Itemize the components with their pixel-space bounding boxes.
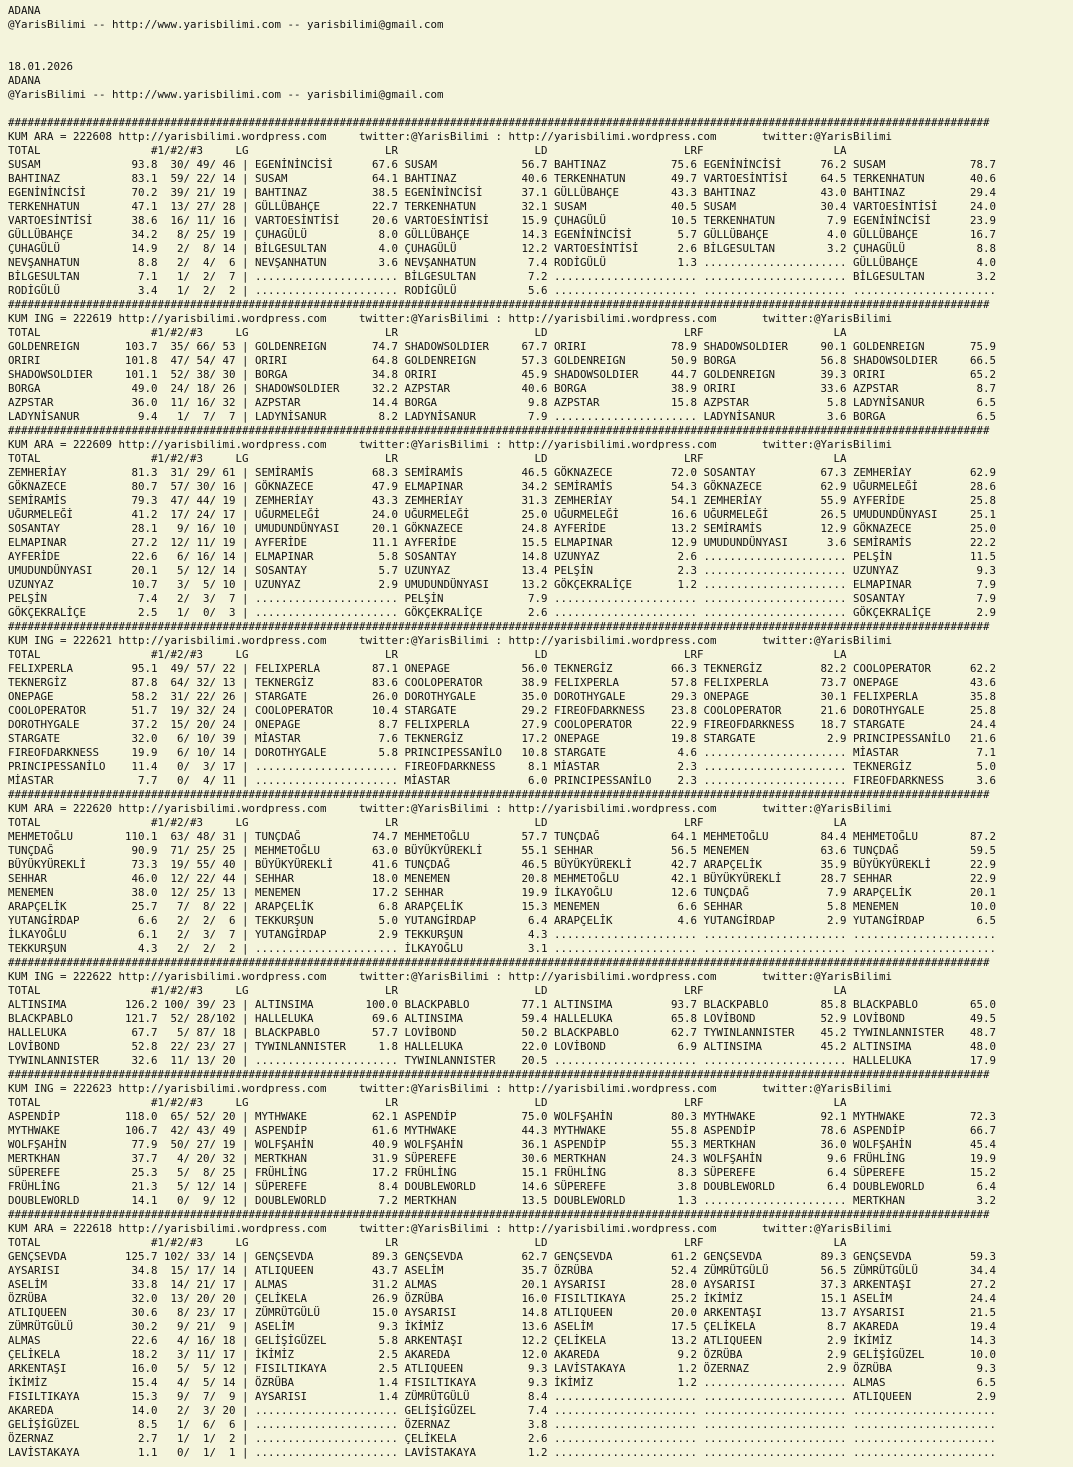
result-row: SEHHAR 46.0 12/ 22/ 44 | SEHHAR 18.0 MENEMEN 20.8 MEHMETOĞLU 42.1 BÜYÜKYÜREKLİ 28.7 SEHHAR 22.9: [8, 872, 997, 885]
result-row: HALLELUKA 67.7 5/ 87/ 18 | BLACKPABLO 57.7 LOVİBOND 50.2 BLACKPABLO 62.7 TYWINLANNISTER 45.2 TYWINLANNISTER 48.7: [8, 1026, 997, 1039]
header-date: 18.01.2026: [8, 60, 74, 73]
result-row: GELİŞİGÜZEL 8.5 1/ 6/ 6 | ...................... ÖZERNAZ 3.8 ...................... ...................... ......................: [8, 1418, 997, 1431]
section-title: KUM ING = 222622 http://yarisbilimi.wordpress.com twitter:@YarisBilimi : http://yarisbilimi.wordpress.com twitter:@YarisBilimi: [8, 970, 893, 983]
result-row: BORGA 49.0 24/ 18/ 26 | SHADOWSOLDIER 32.2 AZPSTAR 40.6 BORGA 38.9 ORIRI 33.6 AZPSTAR 8.7: [8, 382, 997, 395]
result-row: ZÜMRÜTGÜLÜ 30.2 9/ 21/ 9 | ASELİM 9.3 İKİMİZ 13.6 ASELİM 17.5 ÇELİKELA 8.7 AKAREDA 19.4: [8, 1320, 997, 1333]
result-row: UZUNYAZ 10.7 3/ 5/ 10 | UZUNYAZ 2.9 UMUDUNDÜNYASI 13.2 GÖKÇEKRALİÇE 1.2 ...................... ELMAPINAR 7.9: [8, 578, 997, 591]
section-title: KUM ARA = 222609 http://yarisbilimi.wordpress.com twitter:@YarisBilimi : http://yarisbilimi.wordpress.com twitter:@YarisBilimi: [8, 438, 893, 451]
columns-header: TOTAL #1/#2/#3 LG LR LD LRF LA: [8, 816, 847, 829]
result-row: MENEMEN 38.0 12/ 25/ 13 | MENEMEN 17.2 SEHHAR 19.9 İLKAYOĞLU 12.6 TUNÇDAĞ 7.9 ARAPÇELİK 20.1: [8, 886, 997, 899]
result-row: GÜLLÜBAHÇE 34.2 8/ 25/ 19 | ÇUHAGÜLÜ 8.0 GÜLLÜBAHÇE 14.3 EGENİNİNCİSİ 5.7 GÜLLÜBAHÇE 4.0 GÜLLÜBAHÇE 16.7: [8, 228, 997, 241]
result-row: AZPSTAR 36.0 11/ 16/ 32 | AZPSTAR 14.4 BORGA 9.8 AZPSTAR 15.8 AZPSTAR 5.8 LADYNİSANUR 6.5: [8, 396, 997, 409]
separator-line: #######################################################################################################################################################: [8, 788, 990, 801]
result-row: GÖKÇEKRALİÇE 2.5 1/ 0/ 3 | ...................... GÖKÇEKRALİÇE 2.6 ...................... ...................... GÖKÇEKRALİÇE 2.9: [8, 606, 997, 619]
result-row: BÜYÜKYÜREKLİ 73.3 19/ 55/ 40 | BÜYÜKYÜREKLİ 41.6 TUNÇDAĞ 46.5 BÜYÜKYÜREKLİ 42.7 ARAPÇELİK 35.9 BÜYÜKYÜREKLİ 22.9: [8, 858, 997, 871]
blank-line: [8, 102, 1073, 116]
result-row: ATLIQUEEN 30.6 8/ 23/ 17 | ZÜMRÜTGÜLÜ 15.0 AYSARISI 14.8 ATLIQUEEN 20.0 ARKENTAŞI 13.7 AYSARISI 21.5: [8, 1306, 997, 1319]
result-row: ARAPÇELİK 25.7 7/ 8/ 22 | ARAPÇELİK 6.8 ARAPÇELİK 15.3 MENEMEN 6.6 SEHHAR 5.8 MENEMEN 10.0: [8, 900, 997, 913]
result-row: BİLGESULTAN 7.1 1/ 2/ 7 | ...................... BİLGESULTAN 7.2 ...................... ...................... BİLGESULTAN 3.2: [8, 270, 997, 283]
result-row: SHADOWSOLDIER 101.1 52/ 38/ 30 | BORGA 34.8 ORIRI 45.9 SHADOWSOLDIER 44.7 GOLDENREIGN 39.3 ORIRI 65.2: [8, 368, 997, 381]
result-row: SUSAM 93.8 30/ 49/ 46 | EGENİNİNCİSİ 67.6 SUSAM 56.7 BAHTINAZ 75.6 EGENİNİNCİSİ 76.2 SUSAM 78.7: [8, 158, 997, 171]
header-city-2: ADANA: [8, 74, 41, 87]
columns-header: TOTAL #1/#2/#3 LG LR LD LRF LA: [8, 1236, 847, 1249]
result-row: FELIXPERLA 95.1 49/ 57/ 22 | FELIXPERLA 87.1 ONEPAGE 56.0 TEKNERGİZ 66.3 TEKNERGİZ 82.2 COOLOPERATOR 62.2: [8, 662, 997, 675]
result-row: AKAREDA 14.0 2/ 3/ 20 | ...................... GELİŞİGÜZEL 7.4 ...................... ...................... ......................: [8, 1404, 997, 1417]
section-title: KUM ARA = 222620 http://yarisbilimi.wordpress.com twitter:@YarisBilimi : http://yarisbilimi.wordpress.com twitter:@YarisBilimi: [8, 802, 893, 815]
result-row: UMUDUNDÜNYASI 20.1 5/ 12/ 14 | SOSANTAY 5.7 UZUNYAZ 13.4 PELŞİN 2.3 ...................... UZUNYAZ 9.3: [8, 564, 997, 577]
separator-line: #######################################################################################################################################################: [8, 298, 990, 311]
result-row: ELMAPINAR 27.2 12/ 11/ 19 | AYFERİDE 11.1 AYFERİDE 15.5 ELMAPINAR 12.9 UMUDUNDÜNYASI 3.6 SEMİRAMİS 22.2: [8, 536, 997, 549]
separator-line: #######################################################################################################################################################: [8, 424, 990, 437]
result-row: WOLFŞAHİN 77.9 50/ 27/ 19 | WOLFŞAHİN 40.9 WOLFŞAHİN 36.1 ASPENDİP 55.3 MERTKHAN 36.0 WOLFŞAHİN 45.4: [8, 1138, 997, 1151]
result-row: LOVİBOND 52.8 22/ 23/ 27 | TYWINLANNISTER 1.8 HALLELUKA 22.0 LOVİBOND 6.9 ALTINSIMA 45.2 ALTINSIMA 48.0: [8, 1040, 997, 1053]
columns-header: TOTAL #1/#2/#3 LG LR LD LRF LA: [8, 326, 847, 339]
result-row: GÖKNAZECE 80.7 57/ 30/ 16 | GÖKNAZECE 47.9 ELMAPINAR 34.2 SEMİRAMİS 54.3 GÖKNAZECE 62.9 UĞURMELEĞİ 28.6: [8, 480, 997, 493]
section-title: KUM ARA = 222618 http://yarisbilimi.wordpress.com twitter:@YarisBilimi : http://yarisbilimi.wordpress.com twitter:@YarisBilimi: [8, 1222, 893, 1235]
result-row: VARTOESİNTİSİ 38.6 16/ 11/ 16 | VARTOESİNTİSİ 20.6 VARTOESİNTİSİ 15.9 ÇUHAGÜLÜ 10.5 TERKENHATUN 7.9 EGENİNİNCİSİ 23.9: [8, 214, 997, 227]
result-row: MYTHWAKE 106.7 42/ 43/ 49 | ASPENDİP 61.6 MYTHWAKE 44.3 MYTHWAKE 55.8 ASPENDİP 78.6 ASPENDİP 66.7: [8, 1124, 997, 1137]
result-row: COOLOPERATOR 51.7 19/ 32/ 24 | COOLOPERATOR 10.4 STARGATE 29.2 FIREOFDARKNESS 23.8 COOLOPERATOR 21.6 DOROTHYGALE 25.8: [8, 704, 997, 717]
result-row: ÇELİKELA 18.2 3/ 11/ 17 | İKİMİZ 2.5 AKAREDA 12.0 AKAREDA 9.2 ÖZRÜBA 2.9 GELİŞİGÜZEL 10.0: [8, 1348, 997, 1361]
result-row: BLACKPABLO 121.7 52/ 28/102 | HALLELUKA 69.6 ALTINSIMA 59.4 HALLELUKA 65.8 LOVİBOND 52.9 LOVİBOND 49.5: [8, 1012, 997, 1025]
result-row: TYWINLANNISTER 32.6 11/ 13/ 20 | ...................... TYWINLANNISTER 20.5 ...................... ...................... HALLELUKA 17.9: [8, 1054, 997, 1067]
columns-header: TOTAL #1/#2/#3 LG LR LD LRF LA: [8, 984, 847, 997]
result-row: FIREOFDARKNESS 19.9 6/ 10/ 14 | DOROTHYGALE 5.8 PRINCIPESSANİLO 10.8 STARGATE 4.6 ...................... MİASTAR 7.1: [8, 746, 997, 759]
result-row: ÇUHAGÜLÜ 14.9 2/ 8/ 14 | BİLGESULTAN 4.0 ÇUHAGÜLÜ 12.2 VARTOESİNTİSİ 2.6 BİLGESULTAN 3.2 ÇUHAGÜLÜ 8.8: [8, 242, 997, 255]
result-row: GOLDENREIGN 103.7 35/ 66/ 53 | GOLDENREIGN 74.7 SHADOWSOLDIER 67.7 ORIRI 78.9 SHADOWSOLDIER 90.1 GOLDENREIGN 75.9: [8, 340, 997, 353]
separator-line: #######################################################################################################################################################: [8, 116, 990, 129]
result-row: RODİGÜLÜ 3.4 1/ 2/ 2 | ...................... RODİGÜLÜ 5.6 ...................... ...................... ......................: [8, 284, 997, 297]
result-row: ZEMHERİAY 81.3 31/ 29/ 61 | SEMİRAMİS 68.3 SEMİRAMİS 46.5 GÖKNAZECE 72.0 SOSANTAY 67.3 ZEMHERİAY 62.9: [8, 466, 997, 479]
result-row: NEVŞANHATUN 8.8 2/ 4/ 6 | NEVŞANHATUN 3.6 NEVŞANHATUN 7.4 RODİGÜLÜ 1.3 ...................... GÜLLÜBAHÇE 4.0: [8, 256, 997, 269]
result-row: FRÜHLİNG 21.3 5/ 12/ 14 | SÜPEREFE 8.4 DOUBLEWORLD 14.6 SÜPEREFE 3.8 DOUBLEWORLD 6.4 DOUBLEWORLD 6.4: [8, 1180, 997, 1193]
result-row: İKİMİZ 15.4 4/ 5/ 14 | ÖZRÜBA 1.4 FISILTIKAYA 9.3 İKİMİZ 1.2 ...................... ALMAS 6.5: [8, 1376, 997, 1389]
section-title: KUM ING = 222623 http://yarisbilimi.wordpress.com twitter:@YarisBilimi : http://yarisbilimi.wordpress.com twitter:@YarisBilimi: [8, 1082, 893, 1095]
result-row: SEMİRAMİS 79.3 47/ 44/ 19 | ZEMHERİAY 43.3 ZEMHERİAY 31.3 ZEMHERİAY 54.1 ZEMHERİAY 55.9 AYFERİDE 25.8: [8, 494, 997, 507]
section-title: KUM ING = 222621 http://yarisbilimi.wordpress.com twitter:@YarisBilimi : http://yarisbilimi.wordpress.com twitter:@YarisBilimi: [8, 634, 893, 647]
columns-header: TOTAL #1/#2/#3 LG LR LD LRF LA: [8, 144, 847, 157]
result-row: AYSARISI 34.8 15/ 17/ 14 | ATLIQUEEN 43.7 ASELİM 35.7 ÖZRÜBA 52.4 ZÜMRÜTGÜLÜ 56.5 ZÜMRÜTGÜLÜ 34.4: [8, 1264, 997, 1277]
header-contact-2: @YarisBilimi -- http://www.yarisbilimi.com -- yarisbilimi@gmail.com: [8, 88, 444, 101]
header-contact: @YarisBilimi -- http://www.yarisbilimi.com -- yarisbilimi@gmail.com: [8, 18, 444, 31]
result-row: ONEPAGE 58.2 31/ 22/ 26 | STARGATE 26.0 DOROTHYGALE 35.0 DOROTHYGALE 29.3 ONEPAGE 30.1 FELIXPERLA 35.8: [8, 690, 997, 703]
result-row: ASPENDİP 118.0 65/ 52/ 20 | MYTHWAKE 62.1 ASPENDİP 75.0 WOLFŞAHİN 80.3 MYTHWAKE 92.1 MYTHWAKE 72.3: [8, 1110, 997, 1123]
result-row: ALTINSIMA 126.2 100/ 39/ 23 | ALTINSIMA 100.0 BLACKPABLO 77.1 ALTINSIMA 93.7 BLACKPABLO 85.8 BLACKPABLO 65.0: [8, 998, 997, 1011]
result-row: LADYNİSANUR 9.4 1/ 7/ 7 | LADYNİSANUR 8.2 LADYNİSANUR 7.9 ...................... LADYNİSANUR 3.6 BORGA 6.5: [8, 410, 997, 423]
columns-header: TOTAL #1/#2/#3 LG LR LD LRF LA: [8, 452, 847, 465]
result-row: ALMAS 22.6 4/ 16/ 18 | GELİŞİGÜZEL 5.8 ARKENTAŞI 12.2 ÇELİKELA 13.2 ATLIQUEEN 2.9 İKİMİZ 14.3: [8, 1334, 997, 1347]
columns-header: TOTAL #1/#2/#3 LG LR LD LRF LA: [8, 1096, 847, 1109]
separator-line: #######################################################################################################################################################: [8, 620, 990, 633]
result-row: YUTANGİRDAP 6.6 2/ 2/ 6 | TEKKURŞUN 5.0 YUTANGİRDAP 6.4 ARAPÇELİK 4.6 YUTANGİRDAP 2.9 YUTANGİRDAP 6.5: [8, 914, 997, 927]
columns-header: TOTAL #1/#2/#3 LG LR LD LRF LA: [8, 648, 847, 661]
result-row: UĞURMELEĞİ 41.2 17/ 24/ 17 | UĞURMELEĞİ 24.0 UĞURMELEĞİ 25.0 UĞURMELEĞİ 16.6 UĞURMELEĞİ 26.5 UMUDUNDÜNYASI 25.1: [8, 508, 997, 521]
result-row: TEKKURŞUN 4.3 2/ 2/ 2 | ...................... İLKAYOĞLU 3.1 ...................... ...................... ......................: [8, 942, 997, 955]
result-row: ASELİM 33.8 14/ 21/ 17 | ALMAS 31.2 ALMAS 20.1 AYSARISI 28.0 AYSARISI 37.3 ARKENTAŞI 27.2: [8, 1278, 997, 1291]
separator-line: #######################################################################################################################################################: [8, 1208, 990, 1221]
result-row: ORIRI 101.8 47/ 54/ 47 | ORIRI 64.8 GOLDENREIGN 57.3 GOLDENREIGN 50.9 BORGA 56.8 SHADOWSOLDIER 66.5: [8, 354, 997, 367]
result-row: DOROTHYGALE 37.2 15/ 20/ 24 | ONEPAGE 8.7 FELIXPERLA 27.9 COOLOPERATOR 22.9 FIREOFDARKNESS 18.7 STARGATE 24.4: [8, 718, 997, 731]
result-row: ÖZRÜBA 32.0 13/ 20/ 20 | ÇELİKELA 26.9 ÖZRÜBA 16.0 FISILTIKAYA 25.2 İKİMİZ 15.1 ASELİM 24.4: [8, 1292, 997, 1305]
separator-line: #######################################################################################################################################################: [8, 1068, 990, 1081]
separator-line: #######################################################################################################################################################: [8, 956, 990, 969]
result-row: SÜPEREFE 25.3 5/ 8/ 25 | FRÜHLİNG 17.2 FRÜHLİNG 15.1 FRÜHLİNG 8.3 SÜPEREFE 6.4 SÜPEREFE 15.2: [8, 1166, 997, 1179]
section-title: KUM ING = 222619 http://yarisbilimi.wordpress.com twitter:@YarisBilimi : http://yarisbilimi.wordpress.com twitter:@YarisBilimi: [8, 312, 893, 325]
result-row: İLKAYOĞLU 6.1 2/ 3/ 7 | YUTANGİRDAP 2.9 TEKKURŞUN 4.3 ...................... ...................... ......................: [8, 928, 997, 941]
section-title: KUM ARA = 222608 http://yarisbilimi.wordpress.com twitter:@YarisBilimi : http://yarisbilimi.wordpress.com twitter:@YarisBilimi: [8, 130, 893, 143]
result-row: TEKNERGİZ 87.8 64/ 32/ 13 | TEKNERGİZ 83.6 COOLOPERATOR 38.9 FELIXPERLA 57.8 FELIXPERLA 73.7 ONEPAGE 43.6: [8, 676, 997, 689]
result-row: TUNÇDAĞ 90.9 71/ 25/ 25 | MEHMETOĞLU 63.0 BÜYÜKYÜREKLİ 55.1 SEHHAR 56.5 MENEMEN 63.6 TUNÇDAĞ 59.5: [8, 844, 997, 857]
result-row: AYFERİDE 22.6 6/ 16/ 14 | ELMAPINAR 5.8 SOSANTAY 14.8 UZUNYAZ 2.6 ...................... PELŞİN 11.5: [8, 550, 997, 563]
result-row: STARGATE 32.0 6/ 10/ 39 | MİASTAR 7.6 TEKNERGİZ 17.2 ONEPAGE 19.8 STARGATE 2.9 PRINCIPESSANİLO 21.6: [8, 732, 997, 745]
result-row: MİASTAR 7.7 0/ 4/ 11 | ...................... MİASTAR 6.0 PRINCIPESSANİLO 2.3 ...................... FIREOFDARKNESS 3.6: [8, 774, 997, 787]
blank-line: [8, 32, 1073, 46]
result-row: GENÇSEVDA 125.7 102/ 33/ 14 | GENÇSEVDA 89.3 GENÇSEVDA 62.7 GENÇSEVDA 61.2 GENÇSEVDA 89.3 GENÇSEVDA 59.3: [8, 1250, 997, 1263]
header-city: ADANA: [8, 4, 41, 17]
result-row: FISILTIKAYA 15.3 9/ 7/ 9 | AYSARISI 1.4 ZÜMRÜTGÜLÜ 8.4 ...................... ...................... ATLIQUEEN 2.9: [8, 1390, 997, 1403]
result-row: TERKENHATUN 47.1 13/ 27/ 28 | GÜLLÜBAHÇE 22.7 TERKENHATUN 32.1 SUSAM 40.5 SUSAM 30.4 VARTOESİNTİSİ 24.0: [8, 200, 997, 213]
result-row: MERTKHAN 37.7 4/ 20/ 32 | MERTKHAN 31.9 SÜPEREFE 30.6 MERTKHAN 24.3 WOLFŞAHİN 9.6 FRÜHLİNG 19.9: [8, 1152, 997, 1165]
result-row: EGENİNİNCİSİ 70.2 39/ 21/ 19 | BAHTINAZ 38.5 EGENİNİNCİSİ 37.1 GÜLLÜBAHÇE 43.3 BAHTINAZ 43.0 BAHTINAZ 29.4: [8, 186, 997, 199]
result-row: PRINCIPESSANİLO 11.4 0/ 3/ 17 | ...................... FIREOFDARKNESS 8.1 MİASTAR 2.3 ...................... TEKNERGİZ 5.0: [8, 760, 997, 773]
result-row: PELŞİN 7.4 2/ 3/ 7 | ...................... PELŞİN 7.9 ...................... ...................... SOSANTAY 7.9: [8, 592, 997, 605]
result-row: ÖZERNAZ 2.7 1/ 1/ 2 | ...................... ÇELİKELA 2.6 ...................... ...................... ......................: [8, 1432, 997, 1445]
race-sections: [8, 116, 1073, 1460]
result-row: BAHTINAZ 83.1 59/ 22/ 14 | SUSAM 64.1 BAHTINAZ 40.6 TERKENHATUN 49.7 VARTOESİNTİSİ 64.5 TERKENHATUN 40.6: [8, 172, 997, 185]
result-row: MEHMETOĞLU 110.1 63/ 48/ 31 | TUNÇDAĞ 74.7 MEHMETOĞLU 57.7 TUNÇDAĞ 64.1 MEHMETOĞLU 84.4 MEHMETOĞLU 87.2: [8, 830, 997, 843]
result-row: LAVİSTAKAYA 1.1 0/ 1/ 1 | ...................... LAVİSTAKAYA 1.2 ...................... ...................... ......................: [8, 1446, 997, 1459]
result-row: SOSANTAY 28.1 9/ 16/ 10 | UMUDUNDÜNYASI 20.1 GÖKNAZECE 24.8 AYFERİDE 13.2 SEMİRAMİS 12.9 GÖKNAZECE 25.0: [8, 522, 997, 535]
blank-line: [8, 46, 1073, 60]
result-row: DOUBLEWORLD 14.1 0/ 9/ 12 | DOUBLEWORLD 7.2 MERTKHAN 13.5 DOUBLEWORLD 1.3 ...................... MERTKHAN 3.2: [8, 1194, 997, 1207]
result-row: ARKENTAŞI 16.0 5/ 5/ 12 | FISILTIKAYA 2.5 ATLIQUEEN 9.3 LAVİSTAKAYA 1.2 ÖZERNAZ 2.9 ÖZRÜBA 9.3: [8, 1362, 997, 1375]
